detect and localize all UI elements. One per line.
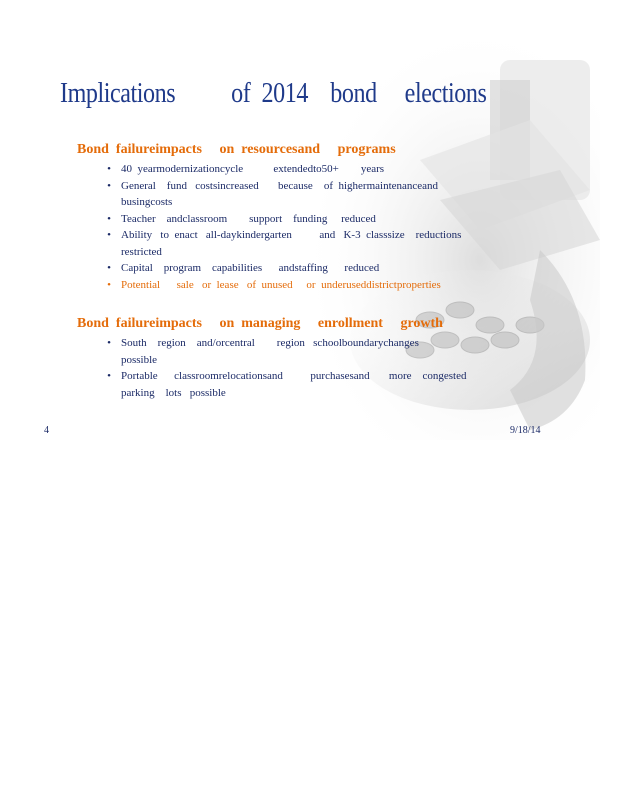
bullet-list-resources — [104, 161, 504, 293]
bullet-text: Capital program capabilities andstaffing reduced — [121, 262, 380, 274]
bullet-item — [104, 161, 504, 178]
bullet-item-highlighted — [104, 277, 504, 294]
page-number: 4 — [44, 425, 49, 436]
bullet-text: South region and/orcentral region schoolboundarychanges possible — [121, 337, 419, 366]
bullet-dot: • — [107, 370, 111, 382]
section-heading-resources: Bond failureimpacts on resourcesand programs — [77, 142, 396, 157]
bullet-text: Ability to enact all-daykindergarten and K-3 classsize reductions restricted — [121, 229, 462, 258]
bullet-text: 40 yearmodernizationcycle extendedto50+ years — [121, 163, 385, 175]
bullet-item — [104, 178, 504, 211]
bullet-text: Teacher andclassroom support funding reduced — [121, 212, 376, 225]
bullet-dot: • — [107, 212, 111, 225]
bullet-item — [104, 260, 504, 277]
bullet-text: Potential sale or lease of unused or underuseddistrictproperties — [121, 278, 441, 291]
slide-date: 9/18/14 — [510, 425, 541, 436]
bullet-text: Portable classroomrelocationsand purchasesand more congested parking lots possible — [121, 370, 467, 399]
section-heading-enrollment: Bond failureimpacts on managing enrollment growth — [77, 316, 443, 331]
bullet-item — [104, 227, 504, 260]
bullet-dot: • — [107, 229, 111, 241]
bullet-dot: • — [107, 179, 111, 192]
bullet-dot: • — [107, 278, 111, 291]
bullet-item — [104, 368, 504, 401]
slide-title: Implications of 2014 bond elections — [60, 78, 487, 109]
bullet-dot: • — [107, 163, 111, 175]
bullet-item — [104, 211, 504, 228]
bullet-list-enrollment — [104, 335, 504, 401]
bullet-dot: • — [107, 337, 111, 349]
bullet-dot: • — [107, 262, 111, 274]
bullet-text: General fund costsincreased because of highermaintenanceand busingcosts — [121, 179, 439, 208]
bullet-item — [104, 335, 504, 368]
